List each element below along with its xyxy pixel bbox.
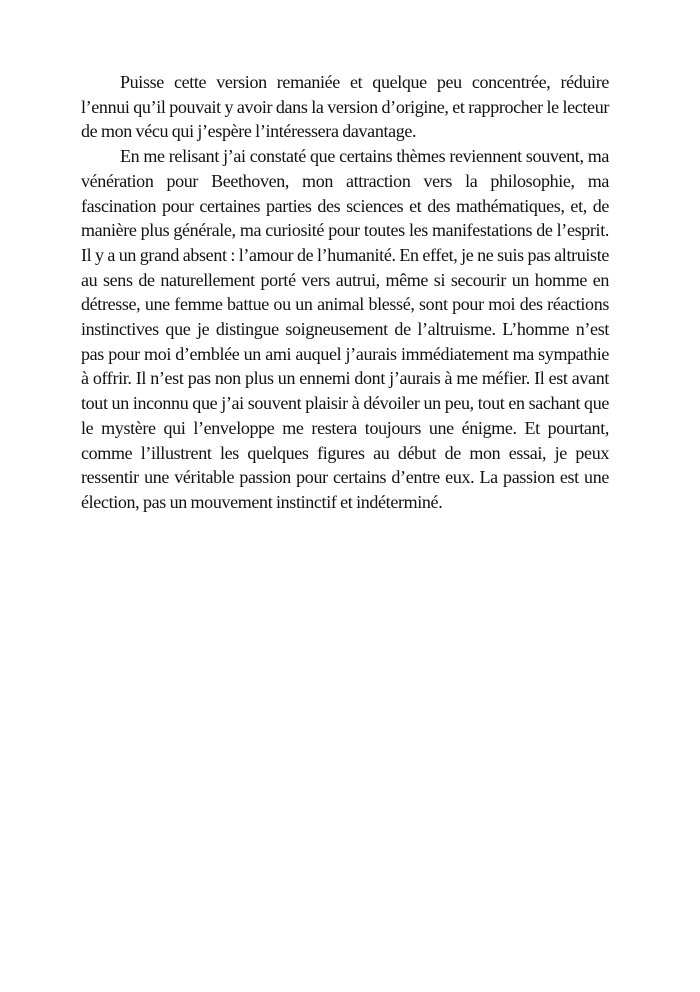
body-text [81, 70, 609, 515]
paragraph-2: En me relisant j’ai constaté que certains thèmes reviennent souvent, ma vénération pour Beethoven, mon attraction vers la philosophie, ma fascination pour certaines parties des sciences et des mathématiques, et, de manière plus générale, ma curiosité pour toutes les manifestations de l’esprit. Il y a un grand absent : l’amour de l’humanité. En effet, je ne suis pas altruiste au sens de naturellement porté vers autrui, même si secourir un homme en détresse, une femme battue ou un animal blessé, sont pour moi des réactions instinctives que je distingue soigneusement de l’altruisme. L’homme n’est pas pour moi d’emblée un ami auquel j’aurais immédiatement ma sympathie à offrir. Il n’est pas non plus un ennemi dont j’aurais à me méfier. Il est avant tout un inconnu que j’ai souvent plaisir à dévoiler un peu, tout en sachant que le mystère qui l’enveloppe me restera toujours une énigme. Et pourtant, comme l’illustrent les quelques figures au début de mon essai, je peux ressentir une véritable passion pour certains d’entre eux. La passion est une élection, pas un mouvement instinctif et indéterminé. [81, 146, 609, 512]
paragraph-1: Puisse cette version remaniée et quelque peu concentrée, réduire l’ennui qu’il pouvait y avoir dans la version d’origine, et rapprocher le lecteur de mon vécu qui j’espère l’intéressera davantage. [81, 72, 609, 142]
